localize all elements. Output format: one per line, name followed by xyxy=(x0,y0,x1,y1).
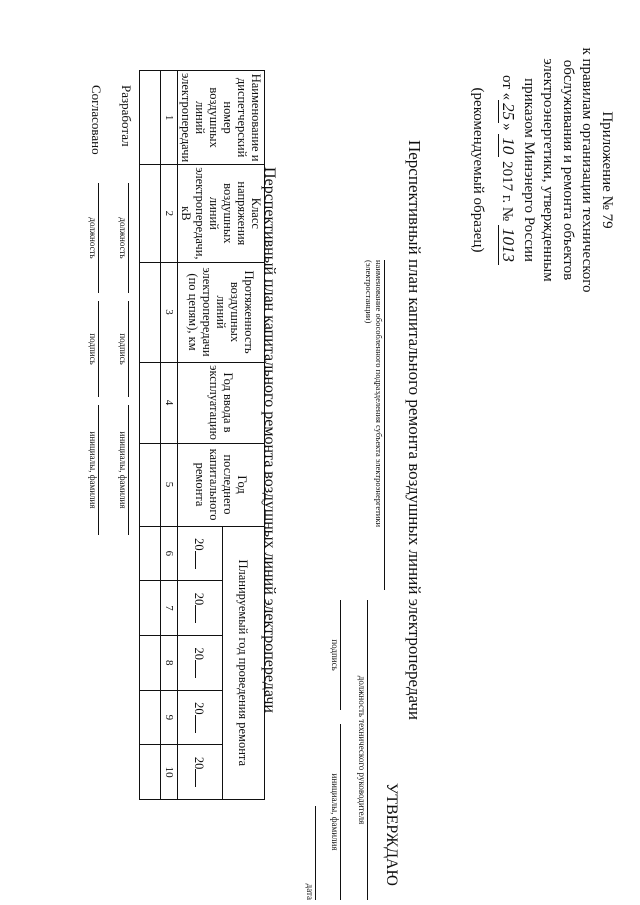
subject-caption: наименование обособленного подразделения субъекта электроэнергетики (электростанции) xyxy=(364,260,385,590)
col-header-commission-year: Год ввода в эксплуатацию xyxy=(178,362,265,443)
appendix-line: электроэнергетики, утвержденным xyxy=(540,58,557,282)
column-number: 1 xyxy=(161,71,178,165)
planned-year-cell: 20 xyxy=(178,526,223,581)
plan-table xyxy=(139,70,265,800)
column-number: 8 xyxy=(161,635,178,690)
approval-sign-row xyxy=(330,600,341,900)
approval-block xyxy=(305,600,400,900)
column-number: 4 xyxy=(161,362,178,443)
document-title: Перспективный план капитального ремонта воздушных линий электропередачи xyxy=(405,139,424,721)
handwritten-day: 25 xyxy=(499,100,519,123)
subject-field xyxy=(364,260,385,590)
handwritten-order-number: 1013 xyxy=(499,225,519,265)
col-header-length: Протяженность воздушных линий электропередачи (по цепям), км xyxy=(178,262,265,362)
handwritten-month: 10 xyxy=(499,134,519,157)
signature-caption: подпись xyxy=(118,301,129,397)
name-caption: инициалы, фамилия xyxy=(118,405,129,535)
agreed-label: Согласовано xyxy=(89,85,104,155)
column-number: 3 xyxy=(161,262,178,362)
col-header-planned: Планируемый год проведения ремонта xyxy=(222,526,264,799)
approval-heading: УТВЕРЖДАЮ xyxy=(383,782,400,886)
appendix-line: к правилам организации технического xyxy=(579,47,596,293)
name-caption: инициалы, фамилия xyxy=(330,724,341,900)
appendix-date-line: от «25» 10 2017 г. № 1013 xyxy=(497,40,519,300)
appendix-number: Приложение № 79 xyxy=(599,111,615,229)
column-number: 6 xyxy=(161,526,178,581)
header-row xyxy=(222,71,264,800)
col-header-last-repair: Год последнего капитального ремонта xyxy=(178,443,265,526)
appendix-block xyxy=(468,40,617,300)
developed-label: Разработал xyxy=(119,85,134,147)
column-number: 2 xyxy=(161,165,178,262)
planned-year-cell: 20 xyxy=(178,745,223,800)
appendix-line: обслуживания и ремонта объектов xyxy=(560,59,576,281)
column-number: 7 xyxy=(161,581,178,636)
col-header-name: Наименование и диспетчерский номер воздушных линий электропередачи xyxy=(178,71,265,165)
planned-year-cell: 20 xyxy=(178,635,223,690)
column-number: 9 xyxy=(161,690,178,745)
sample-note: (рекомендуемый образец) xyxy=(470,87,486,253)
column-number: 5 xyxy=(161,443,178,526)
name-caption: инициалы, фамилия xyxy=(88,405,99,535)
table-title: Перспективный план капитального ремонта воздушных линий электропередачи xyxy=(261,167,278,713)
empty-row xyxy=(140,71,161,800)
position-caption: должность xyxy=(118,183,129,293)
signature-caption: подпись xyxy=(88,301,99,397)
signature-caption: подпись xyxy=(330,600,341,710)
position-caption: должность технического руководителя xyxy=(357,600,368,900)
column-number-row xyxy=(161,71,178,800)
col-header-voltage: Класс напряжения воздушных линий электропередачи, кВ xyxy=(178,165,265,262)
developed-by-row xyxy=(118,85,134,543)
planned-year-cell: 20 xyxy=(178,690,223,745)
date-caption: дата xyxy=(305,806,316,900)
position-caption: должность xyxy=(88,183,99,293)
planned-year-cell: 20 xyxy=(178,581,223,636)
column-number: 10 xyxy=(161,745,178,800)
appendix-line: приказом Минэнерго России xyxy=(521,78,537,262)
agreed-by-row xyxy=(88,85,104,543)
